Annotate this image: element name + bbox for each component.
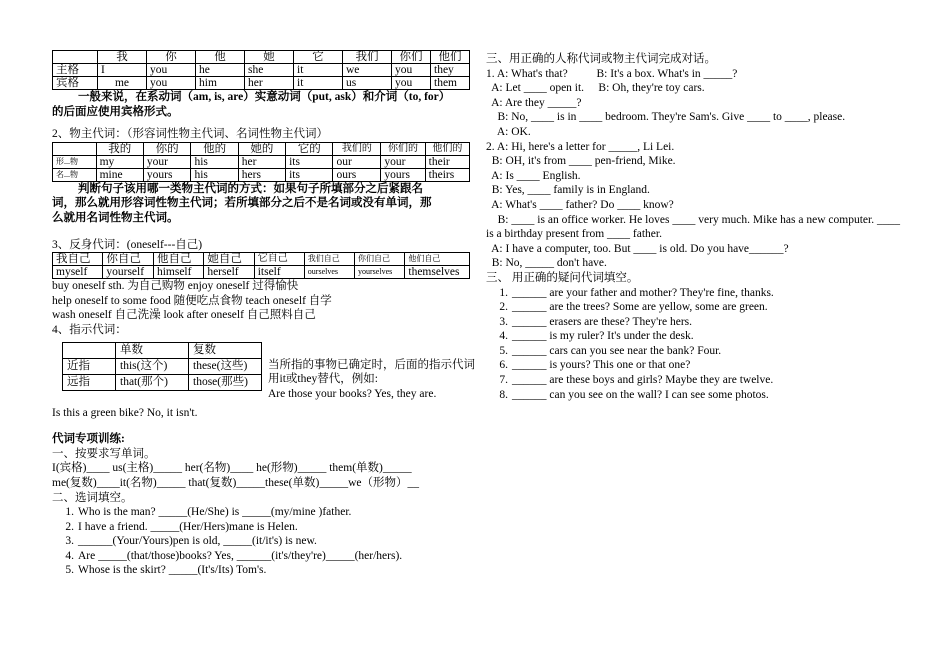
table-cell: this(这个) bbox=[116, 358, 189, 374]
list-item: 3. ______(Your/Yours)pen is old, _____(it/it's) is new. bbox=[65, 535, 317, 548]
table-cell: your bbox=[143, 155, 191, 168]
exercise-line: me(复数)____it(名物)_____ that(复数)_____these(单数)_____we（形物）__ bbox=[52, 476, 419, 489]
dialog-line: B: No, _____ don't have. bbox=[486, 257, 607, 270]
table-cell: they bbox=[431, 64, 470, 77]
rule-text: 一般来说，在系动词（am, is, are）实意动词（put, ask）和介词（to, for） bbox=[78, 91, 451, 103]
dialog-line: B: OH, it's from ____ pen-friend, Mike. bbox=[486, 155, 676, 168]
table-cell: 他们自己 bbox=[405, 253, 470, 266]
part-title: 三、用正确的人称代词或物主代词完成对话。 bbox=[486, 53, 716, 65]
table-cell: she bbox=[245, 64, 294, 77]
dialog-line: A: I have a computer, too. But ____ is old. Do you have______? bbox=[486, 242, 789, 255]
table-cell: herself bbox=[204, 266, 254, 279]
left-column bbox=[52, 50, 475, 578]
table-cell: ourselves bbox=[304, 266, 354, 279]
row-label: 名...物 bbox=[53, 168, 97, 181]
table-cell: himself bbox=[153, 266, 203, 279]
table-cell: them bbox=[431, 77, 470, 90]
table-cell: 你自己 bbox=[103, 253, 154, 266]
dialog-line: 2. A: Hi, here's a letter for _____, Li Lei. bbox=[486, 140, 675, 153]
header-cell: 我的 bbox=[96, 142, 143, 155]
list-item: 4. ______ is my ruler? It's under the desk. bbox=[499, 330, 694, 343]
table-cell: you bbox=[147, 77, 196, 90]
table-cell: you bbox=[392, 64, 431, 77]
rule-text: 词，那么就用形容词性物主代词；若所填部分之后不是名词或没有单词，那 bbox=[52, 197, 432, 210]
part-title: 一、按要求写单词。 bbox=[52, 447, 156, 460]
header-cell: 我们 bbox=[343, 51, 392, 64]
table-cell: us bbox=[343, 77, 392, 90]
header-cell bbox=[53, 142, 97, 155]
list-item: 5. Whose is the skirt? _____(It's/Its) Tom's. bbox=[65, 564, 267, 577]
reflexive-pronoun-table bbox=[52, 252, 470, 279]
table-cell: 他自己 bbox=[153, 253, 203, 266]
header-cell: 我 bbox=[98, 51, 147, 64]
table-cell: he bbox=[196, 64, 245, 77]
personal-pronoun-table bbox=[52, 50, 470, 90]
table-cell: him bbox=[196, 77, 245, 90]
dialog-line: B: No, ____ is in ____ bedroom. They're Sam's. Give ____ to ____, please. bbox=[486, 111, 846, 124]
rule-text: 么就用名词性物主代词。 bbox=[52, 211, 179, 224]
table-cell: 我们自己 bbox=[304, 253, 354, 266]
table-cell: me bbox=[98, 77, 147, 90]
table-cell: its bbox=[286, 168, 333, 181]
header-cell: 我们的 bbox=[333, 142, 381, 155]
header-cell: 他们 bbox=[431, 51, 470, 64]
table-cell: I bbox=[98, 64, 147, 77]
header-cell: 你 bbox=[147, 51, 196, 64]
header-cell: 他们的 bbox=[425, 142, 469, 155]
table-cell: my bbox=[96, 155, 143, 168]
dialog-line: B: Yes, ____ family is in England. bbox=[486, 184, 650, 197]
table-cell: yours bbox=[381, 168, 425, 181]
table-cell: mine bbox=[96, 168, 143, 181]
dialog-line: A: OK. bbox=[486, 125, 531, 138]
section-title: 3、反身代词：(oneself---自己) bbox=[52, 238, 203, 251]
section-title: 4、指示代词： bbox=[52, 323, 127, 336]
list-item: 6. ______ is yours? This one or that one? bbox=[499, 359, 691, 372]
dialog-line: 1. A: What's that? B: It's a box. What's in _____? bbox=[486, 67, 738, 80]
table-cell: her bbox=[245, 77, 294, 90]
phrase-line: help oneself to some food 随便吃点食物 teach oneself 自学 bbox=[52, 294, 332, 307]
table-cell: you bbox=[147, 64, 196, 77]
header-cell: 她的 bbox=[238, 142, 285, 155]
table-cell: yourselves bbox=[355, 266, 405, 279]
table-cell: her bbox=[238, 155, 285, 168]
row-label: 主格 bbox=[53, 64, 98, 77]
table-cell: his bbox=[191, 155, 238, 168]
part-title: 三、 用正确的疑问代词填空。 bbox=[486, 271, 639, 284]
table-cell: you bbox=[392, 77, 431, 90]
right-column bbox=[486, 52, 903, 402]
list-item: 7. ______ are these boys and girls? Maybe they are twelve. bbox=[499, 374, 774, 387]
demonstrative-pronoun-table bbox=[62, 342, 262, 391]
list-item: 2. ______ are the trees? Some are yellow, some are green. bbox=[499, 301, 768, 314]
note-example: Are those your books? Yes, they are. bbox=[268, 387, 437, 400]
table-cell: yours bbox=[143, 168, 191, 181]
table-cell: 我自己 bbox=[53, 253, 103, 266]
practice-title: 代词专项训练: bbox=[52, 433, 125, 446]
header-cell: 他的 bbox=[191, 142, 238, 155]
table-cell: your bbox=[381, 155, 425, 168]
table-cell: it bbox=[294, 77, 343, 90]
table-cell: themselves bbox=[405, 266, 470, 279]
table-cell: 她自己 bbox=[204, 253, 254, 266]
dialog-line: A: Are they _____? bbox=[486, 96, 582, 109]
section-title: 2、物主代词：（形容词性物主代词、名词性物主代词） bbox=[52, 128, 328, 141]
header-cell: 复数 bbox=[189, 342, 262, 358]
table-cell: itself bbox=[254, 266, 304, 279]
note-text: 当所指的事物已确定时，后面的指示代词用it或they替代，例如: bbox=[268, 358, 475, 386]
table-cell: it bbox=[294, 64, 343, 77]
table-cell: 你们自己 bbox=[355, 253, 405, 266]
header-cell bbox=[53, 51, 98, 64]
dialog-line: A: Is ____ English. bbox=[486, 169, 581, 182]
table-cell: his bbox=[191, 168, 238, 181]
table-cell: these(这些) bbox=[189, 358, 262, 374]
header-cell: 他 bbox=[196, 51, 245, 64]
list-item: 8. ______ can you see on the wall? I can see some photos. bbox=[499, 388, 769, 401]
header-cell: 它的 bbox=[286, 142, 333, 155]
question-list bbox=[486, 286, 900, 403]
table-cell: hers bbox=[238, 168, 285, 181]
table-cell: their bbox=[425, 155, 469, 168]
header-cell: 她 bbox=[245, 51, 294, 64]
possessive-pronoun-table bbox=[52, 142, 470, 182]
demonstrative-block bbox=[52, 342, 475, 402]
header-cell: 你的 bbox=[143, 142, 191, 155]
header-cell: 单数 bbox=[116, 342, 189, 358]
part-title: 二、选词填空。 bbox=[52, 491, 133, 504]
rule-text: 判断句子该用哪一类物主代词的方式：如果句子所填部分之后紧跟名 bbox=[78, 182, 423, 195]
row-label: 远指 bbox=[63, 374, 116, 390]
list-item: 3. ______ erasers are these? They're hers. bbox=[499, 315, 693, 328]
row-label: 形...物 bbox=[53, 155, 97, 168]
example-line: Is this a green bike? No, it isn't. bbox=[52, 406, 198, 419]
phrase-line: buy oneself sth. 为自己购物 enjoy oneself 过得愉快 bbox=[52, 280, 299, 293]
list-item: 5. ______ cars can you see near the bank? Four. bbox=[499, 344, 722, 357]
demonstrative-note bbox=[268, 358, 478, 402]
table-cell: yourself bbox=[103, 266, 154, 279]
header-cell: 你们的 bbox=[381, 142, 425, 155]
dialog-line: B: ____ is an office worker. He loves ____ very much. Mike has a new computer. ____ is a birthday present from ____ father. bbox=[486, 213, 903, 241]
header-cell: 它 bbox=[294, 51, 343, 64]
row-label: 近指 bbox=[63, 358, 116, 374]
exercise-line: I(宾格)____ us(主格)_____ her(名物)____ he(形物)_____ them(单数)_____ bbox=[52, 462, 412, 475]
table-cell: our bbox=[333, 155, 381, 168]
table-cell: myself bbox=[53, 266, 103, 279]
table-cell: theirs bbox=[425, 168, 469, 181]
list-item: 1. Who is the man? _____(He/She) is _____(my/mine )father. bbox=[65, 506, 352, 519]
header-cell bbox=[63, 342, 116, 358]
rule-text: 的后面应使用宾格形式。 bbox=[52, 105, 179, 118]
phrase-line: wash oneself 自己洗澡 look after oneself 自己照料自己 bbox=[52, 309, 316, 322]
table-cell: that(那个) bbox=[116, 374, 189, 390]
table-cell: 它自己 bbox=[254, 253, 304, 266]
dialog-line: A: Let ____ open it. B: Oh, they're toy cars. bbox=[486, 82, 705, 95]
list-item: 1. ______ are your father and mother? They're fine, thanks. bbox=[499, 286, 774, 299]
table-cell: those(那些) bbox=[189, 374, 262, 390]
row-label: 宾格 bbox=[53, 77, 98, 90]
list-item: 2. I have a friend. _____(Her/Hers)mane is Helen. bbox=[65, 520, 298, 533]
dialog-line: A: What's ____ father? Do ____ know? bbox=[486, 198, 674, 211]
table-cell: we bbox=[343, 64, 392, 77]
table-cell: ours bbox=[333, 168, 381, 181]
list-item: 4. Are _____(that/those)books? Yes, ______(it's/they're)_____(her/hers). bbox=[65, 549, 403, 562]
header-cell: 你们 bbox=[392, 51, 431, 64]
table-cell: its bbox=[286, 155, 333, 168]
